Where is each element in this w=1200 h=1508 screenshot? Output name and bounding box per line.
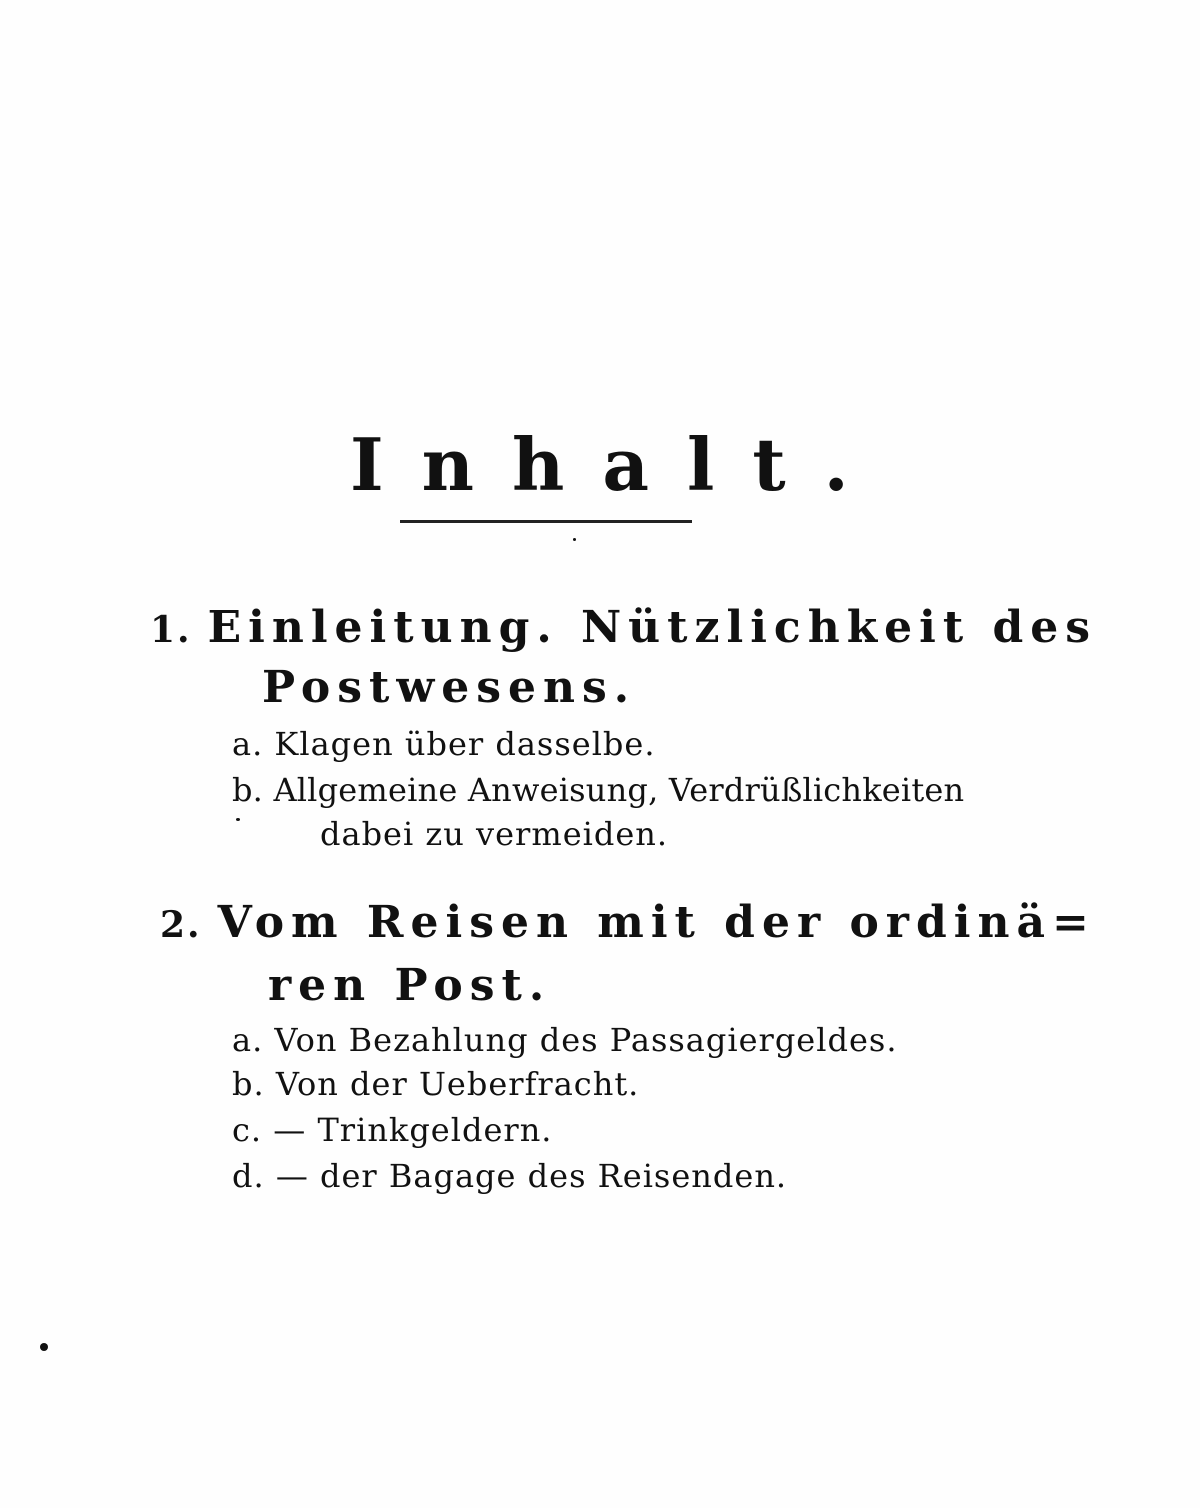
- section-number: 2.: [160, 904, 202, 946]
- section-1-item-b-cont: dabei zu vermeiden.: [320, 815, 669, 853]
- item-text: Klagen über dasselbe.: [274, 725, 656, 763]
- scan-speck: [236, 818, 240, 821]
- item-text: Allgemeine Anweisung, Verdrüßlichkeiten: [273, 771, 965, 809]
- item-label: b.: [232, 1065, 265, 1103]
- section-1-heading: [150, 598, 1097, 660]
- item-text: — der Bagage des Reisenden.: [275, 1157, 788, 1195]
- section-1-heading-cont: Postwesens.: [262, 662, 637, 713]
- scan-speck: [573, 538, 576, 541]
- section-1-item-b: [232, 770, 964, 810]
- item-text: — Trinkgeldern.: [273, 1111, 553, 1149]
- section-2-item-d: [232, 1156, 787, 1196]
- scan-speck: [40, 1343, 48, 1351]
- section-1-item-a: [232, 724, 656, 764]
- section-2-item-b: [232, 1064, 639, 1104]
- section-2-heading-cont: ren Post.: [268, 960, 552, 1011]
- section-2-item-c: [232, 1110, 552, 1150]
- section-2-heading: [160, 893, 1096, 955]
- section-2-item-a: [232, 1020, 897, 1060]
- item-label: c.: [232, 1111, 263, 1149]
- item-text: Von der Ueberfracht.: [275, 1065, 640, 1103]
- item-label: b.: [232, 771, 264, 809]
- item-label: a.: [232, 725, 264, 763]
- title-rule: [400, 520, 692, 523]
- item-label: d.: [232, 1157, 265, 1195]
- page-title: Inhalt.: [350, 422, 887, 507]
- item-label: a.: [232, 1021, 264, 1059]
- section-heading-line1: Einleitung. Nützlichkeit des: [207, 602, 1098, 653]
- section-heading-line1: Vom Reisen mit der ordinä=: [217, 897, 1096, 948]
- item-text: Von Bezahlung des Passagiergeldes.: [274, 1021, 898, 1059]
- section-number: 1.: [150, 609, 192, 651]
